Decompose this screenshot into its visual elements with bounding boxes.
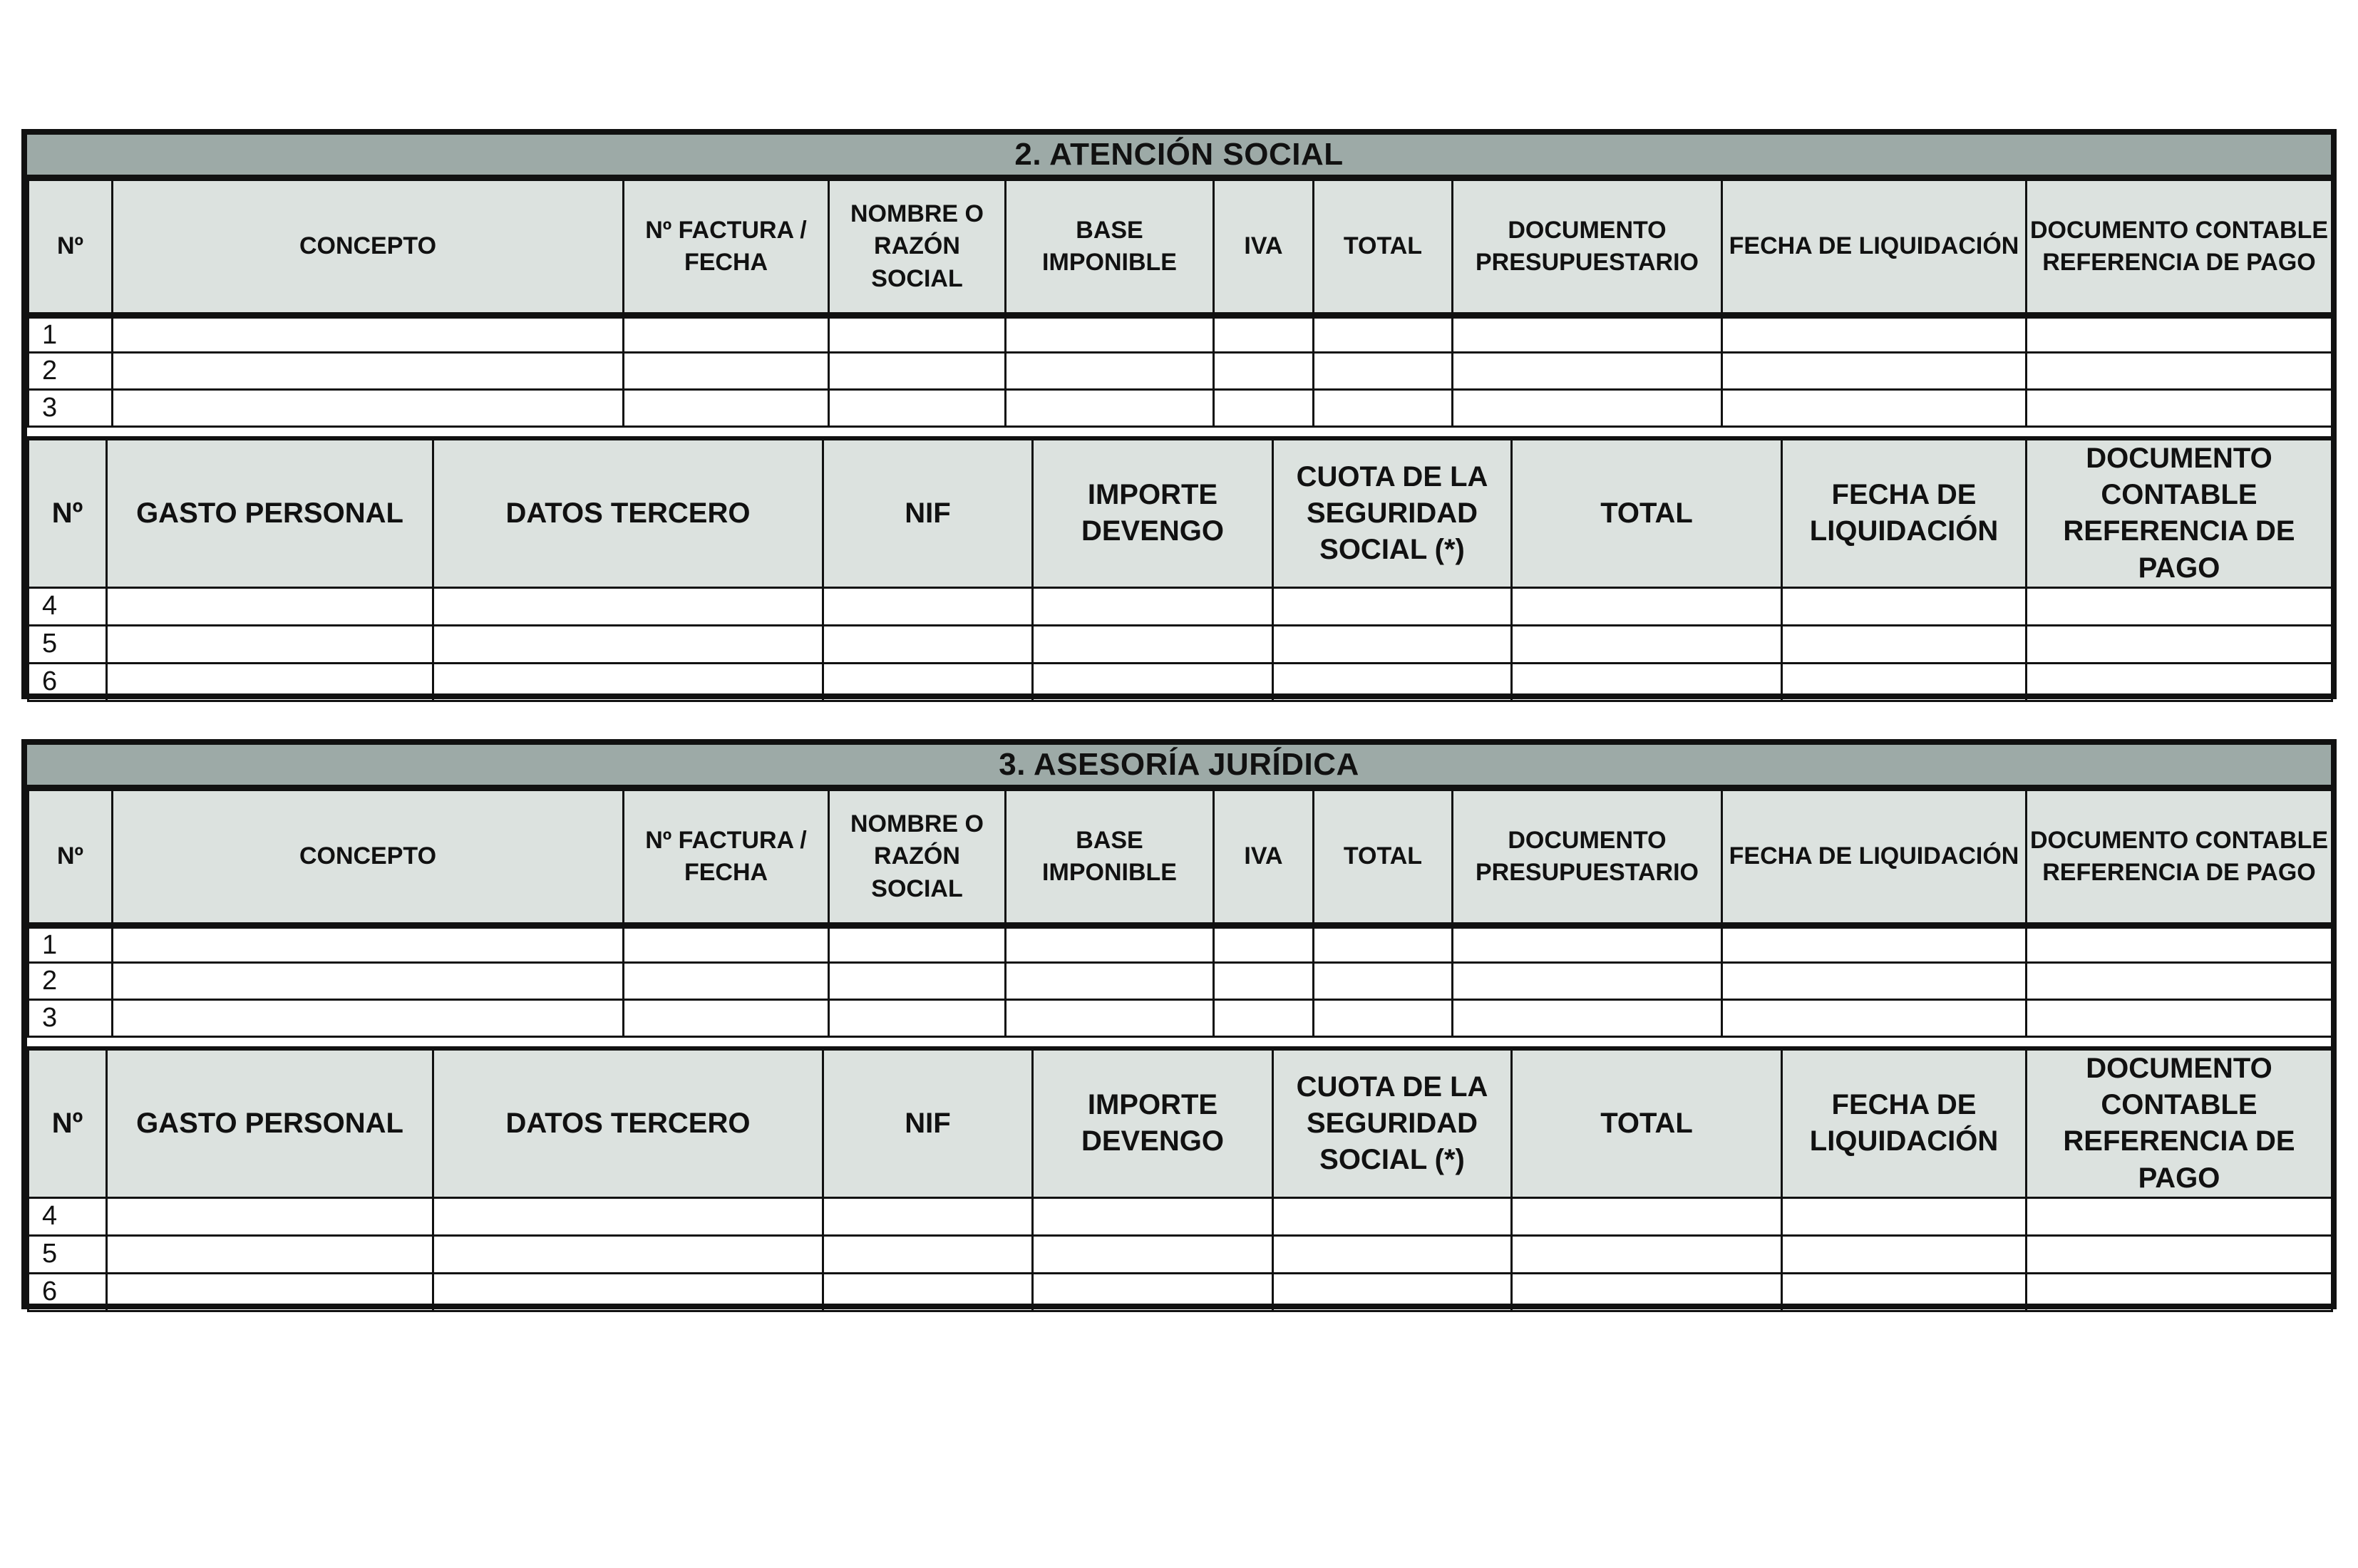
cell-datos-tercero[interactable] [433, 1197, 823, 1235]
header-documento-contable: DOCUMENTO CONTABLE REFERENCIA DE PAGO [2027, 180, 2332, 316]
header-cuota-seguridad-social: CUOTA DE LA SEGURIDAD SOCIAL (*) [1273, 438, 1512, 587]
cell-concepto[interactable] [113, 316, 624, 353]
header-total: TOTAL [1512, 1048, 1782, 1197]
row-number: 4 [29, 587, 107, 625]
invoice-table [27, 179, 2333, 428]
cell-base-imponible[interactable] [1006, 926, 1214, 963]
header-nif: NIF [823, 1048, 1033, 1197]
table-row [29, 390, 2332, 427]
cell-base-imponible[interactable] [1006, 963, 1214, 1000]
cell-factura-fecha[interactable] [624, 963, 829, 1000]
cell-cuota-seguridad-social[interactable] [1273, 587, 1512, 625]
table-row [29, 353, 2332, 390]
table-row [29, 1000, 2332, 1037]
cell-total[interactable] [1512, 1273, 1782, 1311]
cell-total[interactable] [1512, 625, 1782, 663]
row-number: 5 [29, 1235, 107, 1273]
cell-documento-contable[interactable] [2027, 625, 2332, 663]
cell-documento-presupuestario[interactable] [1453, 926, 1722, 963]
cell-nombre-razon-social[interactable] [829, 926, 1006, 963]
header-gasto-personal: GASTO PERSONAL [107, 1048, 433, 1197]
cell-fecha-liquidacion[interactable] [1722, 316, 2027, 353]
cell-nombre-razon-social[interactable] [829, 1000, 1006, 1037]
header-datos-tercero: DATOS TERCERO [433, 1048, 823, 1197]
cell-cuota-seguridad-social[interactable] [1273, 625, 1512, 663]
header-factura-fecha: Nº FACTURA / FECHA [624, 790, 829, 926]
row-number: 6 [29, 663, 107, 701]
cell-nombre-razon-social[interactable] [829, 963, 1006, 1000]
cell-base-imponible[interactable] [1006, 1000, 1214, 1037]
personnel-table [27, 1046, 2333, 1312]
cell-gasto-personal[interactable] [107, 1235, 433, 1273]
personnel-table [27, 436, 2333, 702]
cell-factura-fecha[interactable] [624, 316, 829, 353]
cell-documento-contable[interactable] [2027, 316, 2332, 353]
cell-documento-presupuestario[interactable] [1453, 963, 1722, 1000]
cell-gasto-personal[interactable] [107, 1273, 433, 1311]
cell-total[interactable] [1314, 390, 1453, 427]
cell-iva[interactable] [1214, 1000, 1314, 1037]
table-row [29, 1197, 2332, 1235]
cell-importe-devengo[interactable] [1033, 1273, 1273, 1311]
cell-nombre-razon-social[interactable] [829, 353, 1006, 390]
cell-nombre-razon-social[interactable] [829, 390, 1006, 427]
header-importe-devengo: IMPORTE DEVENGO [1033, 1048, 1273, 1197]
cell-documento-contable[interactable] [2027, 663, 2332, 701]
cell-fecha-liquidacion[interactable] [1782, 1235, 2027, 1273]
row-number: 2 [29, 963, 113, 1000]
section-title: 3. ASESORÍA JURÍDICA [27, 745, 2331, 789]
cell-concepto[interactable] [113, 353, 624, 390]
cell-documento-presupuestario[interactable] [1453, 390, 1722, 427]
table-row [29, 926, 2332, 963]
header-base-imponible: BASE IMPONIBLE [1006, 790, 1214, 926]
cell-fecha-liquidacion[interactable] [1782, 1197, 2027, 1235]
invoice-table [27, 789, 2333, 1038]
section-title: 2. ATENCIÓN SOCIAL [27, 135, 2331, 179]
cell-documento-contable[interactable] [2027, 1273, 2332, 1311]
cell-documento-contable[interactable] [2027, 1197, 2332, 1235]
header-fecha-liquidacion: FECHA DE LIQUIDACIÓN [1782, 438, 2027, 587]
cell-datos-tercero[interactable] [433, 663, 823, 701]
cell-documento-contable[interactable] [2027, 926, 2332, 963]
header-nombre-razon-social: NOMBRE O RAZÓN SOCIAL [829, 790, 1006, 926]
cell-factura-fecha[interactable] [624, 926, 829, 963]
header-documento-presupuestario: DOCUMENTO PRESUPUESTARIO [1453, 180, 1722, 316]
header-factura-fecha: Nº FACTURA / FECHA [624, 180, 829, 316]
header-cuota-seguridad-social: CUOTA DE LA SEGURIDAD SOCIAL (*) [1273, 1048, 1512, 1197]
cell-importe-devengo[interactable] [1033, 1235, 1273, 1273]
cell-total[interactable] [1314, 963, 1453, 1000]
cell-nombre-razon-social[interactable] [829, 316, 1006, 353]
cell-iva[interactable] [1214, 926, 1314, 963]
cell-base-imponible[interactable] [1006, 390, 1214, 427]
table-header-row [29, 180, 2332, 316]
cell-fecha-liquidacion[interactable] [1782, 663, 2027, 701]
cell-nif[interactable] [823, 625, 1033, 663]
header-total: TOTAL [1314, 180, 1453, 316]
cell-nif[interactable] [823, 1197, 1033, 1235]
header-total: TOTAL [1512, 438, 1782, 587]
header-nombre-razon-social: NOMBRE O RAZÓN SOCIAL [829, 180, 1006, 316]
table-row [29, 1235, 2332, 1273]
cell-cuota-seguridad-social[interactable] [1273, 1273, 1512, 1311]
cell-fecha-liquidacion[interactable] [1722, 390, 2027, 427]
cell-documento-contable[interactable] [2027, 1235, 2332, 1273]
cell-documento-contable[interactable] [2027, 1000, 2332, 1037]
cell-fecha-liquidacion[interactable] [1722, 1000, 2027, 1037]
header-fecha-liquidacion: FECHA DE LIQUIDACIÓN [1782, 1048, 2027, 1197]
cell-fecha-liquidacion[interactable] [1722, 926, 2027, 963]
cell-gasto-personal[interactable] [107, 625, 433, 663]
cell-nif[interactable] [823, 1273, 1033, 1311]
row-number: 3 [29, 390, 113, 427]
cell-fecha-liquidacion[interactable] [1722, 353, 2027, 390]
cell-datos-tercero[interactable] [433, 625, 823, 663]
cell-fecha-liquidacion[interactable] [1782, 625, 2027, 663]
cell-gasto-personal[interactable] [107, 1197, 433, 1235]
header-documento-contable: DOCUMENTO CONTABLE REFERENCIA DE PAGO [2027, 1048, 2332, 1197]
cell-total[interactable] [1512, 1235, 1782, 1273]
cell-nif[interactable] [823, 587, 1033, 625]
header-nif: NIF [823, 438, 1033, 587]
cell-total[interactable] [1512, 1197, 1782, 1235]
header-fecha-liquidacion: FECHA DE LIQUIDACIÓN [1722, 790, 2027, 926]
table-row [29, 963, 2332, 1000]
cell-total[interactable] [1314, 316, 1453, 353]
cell-importe-devengo[interactable] [1033, 1197, 1273, 1235]
header-iva: IVA [1214, 180, 1314, 316]
cell-documento-presupuestario[interactable] [1453, 1000, 1722, 1037]
cell-cuota-seguridad-social[interactable] [1273, 663, 1512, 701]
cell-documento-contable[interactable] [2027, 963, 2332, 1000]
cell-total[interactable] [1314, 1000, 1453, 1037]
header-numero: Nº [29, 1048, 107, 1197]
table-row [29, 587, 2332, 625]
cell-gasto-personal[interactable] [107, 587, 433, 625]
table-header-row [29, 790, 2332, 926]
header-numero: Nº [29, 180, 113, 316]
header-documento-presupuestario: DOCUMENTO PRESUPUESTARIO [1453, 790, 1722, 926]
cell-iva[interactable] [1214, 316, 1314, 353]
header-numero: Nº [29, 790, 113, 926]
cell-fecha-liquidacion[interactable] [1782, 587, 2027, 625]
cell-factura-fecha[interactable] [624, 353, 829, 390]
section-asesoria-juridica [21, 739, 2337, 1309]
cell-nif[interactable] [823, 663, 1033, 701]
cell-documento-presupuestario[interactable] [1453, 316, 1722, 353]
cell-concepto[interactable] [113, 390, 624, 427]
table-row [29, 316, 2332, 353]
cell-documento-contable[interactable] [2027, 390, 2332, 427]
row-number: 6 [29, 1273, 107, 1311]
cell-cuota-seguridad-social[interactable] [1273, 1197, 1512, 1235]
cell-iva[interactable] [1214, 353, 1314, 390]
row-number: 3 [29, 1000, 113, 1037]
cell-documento-presupuestario[interactable] [1453, 353, 1722, 390]
cell-concepto[interactable] [113, 926, 624, 963]
cell-base-imponible[interactable] [1006, 353, 1214, 390]
cell-nif[interactable] [823, 1235, 1033, 1273]
header-numero: Nº [29, 438, 107, 587]
cell-datos-tercero[interactable] [433, 1273, 823, 1311]
cell-iva[interactable] [1214, 390, 1314, 427]
cell-datos-tercero[interactable] [433, 587, 823, 625]
header-base-imponible: BASE IMPONIBLE [1006, 180, 1214, 316]
cell-importe-devengo[interactable] [1033, 663, 1273, 701]
header-fecha-liquidacion: FECHA DE LIQUIDACIÓN [1722, 180, 2027, 316]
cell-factura-fecha[interactable] [624, 390, 829, 427]
cell-documento-contable[interactable] [2027, 587, 2332, 625]
header-datos-tercero: DATOS TERCERO [433, 438, 823, 587]
cell-base-imponible[interactable] [1006, 316, 1214, 353]
cell-importe-devengo[interactable] [1033, 587, 1273, 625]
section-atencion-social [21, 129, 2337, 699]
cell-datos-tercero[interactable] [433, 1235, 823, 1273]
table-header-row [29, 1048, 2332, 1197]
row-number: 1 [29, 316, 113, 353]
header-gasto-personal: GASTO PERSONAL [107, 438, 433, 587]
header-concepto: CONCEPTO [113, 790, 624, 926]
table-header-row [29, 438, 2332, 587]
cell-concepto[interactable] [113, 1000, 624, 1037]
header-iva: IVA [1214, 790, 1314, 926]
cell-gasto-personal[interactable] [107, 663, 433, 701]
cell-cuota-seguridad-social[interactable] [1273, 1235, 1512, 1273]
table-row [29, 663, 2332, 701]
cell-total[interactable] [1512, 587, 1782, 625]
cell-factura-fecha[interactable] [624, 1000, 829, 1037]
row-number: 4 [29, 1197, 107, 1235]
cell-total[interactable] [1512, 663, 1782, 701]
cell-importe-devengo[interactable] [1033, 625, 1273, 663]
cell-concepto[interactable] [113, 963, 624, 1000]
cell-total[interactable] [1314, 353, 1453, 390]
header-documento-contable: DOCUMENTO CONTABLE REFERENCIA DE PAGO [2027, 790, 2332, 926]
header-concepto: CONCEPTO [113, 180, 624, 316]
cell-fecha-liquidacion[interactable] [1782, 1273, 2027, 1311]
table-row [29, 625, 2332, 663]
row-number: 1 [29, 926, 113, 963]
cell-documento-contable[interactable] [2027, 353, 2332, 390]
header-total: TOTAL [1314, 790, 1453, 926]
row-number: 5 [29, 625, 107, 663]
cell-fecha-liquidacion[interactable] [1722, 963, 2027, 1000]
header-documento-contable: DOCUMENTO CONTABLE REFERENCIA DE PAGO [2027, 438, 2332, 587]
table-row [29, 1273, 2332, 1311]
header-importe-devengo: IMPORTE DEVENGO [1033, 438, 1273, 587]
cell-iva[interactable] [1214, 963, 1314, 1000]
row-number: 2 [29, 353, 113, 390]
cell-total[interactable] [1314, 926, 1453, 963]
